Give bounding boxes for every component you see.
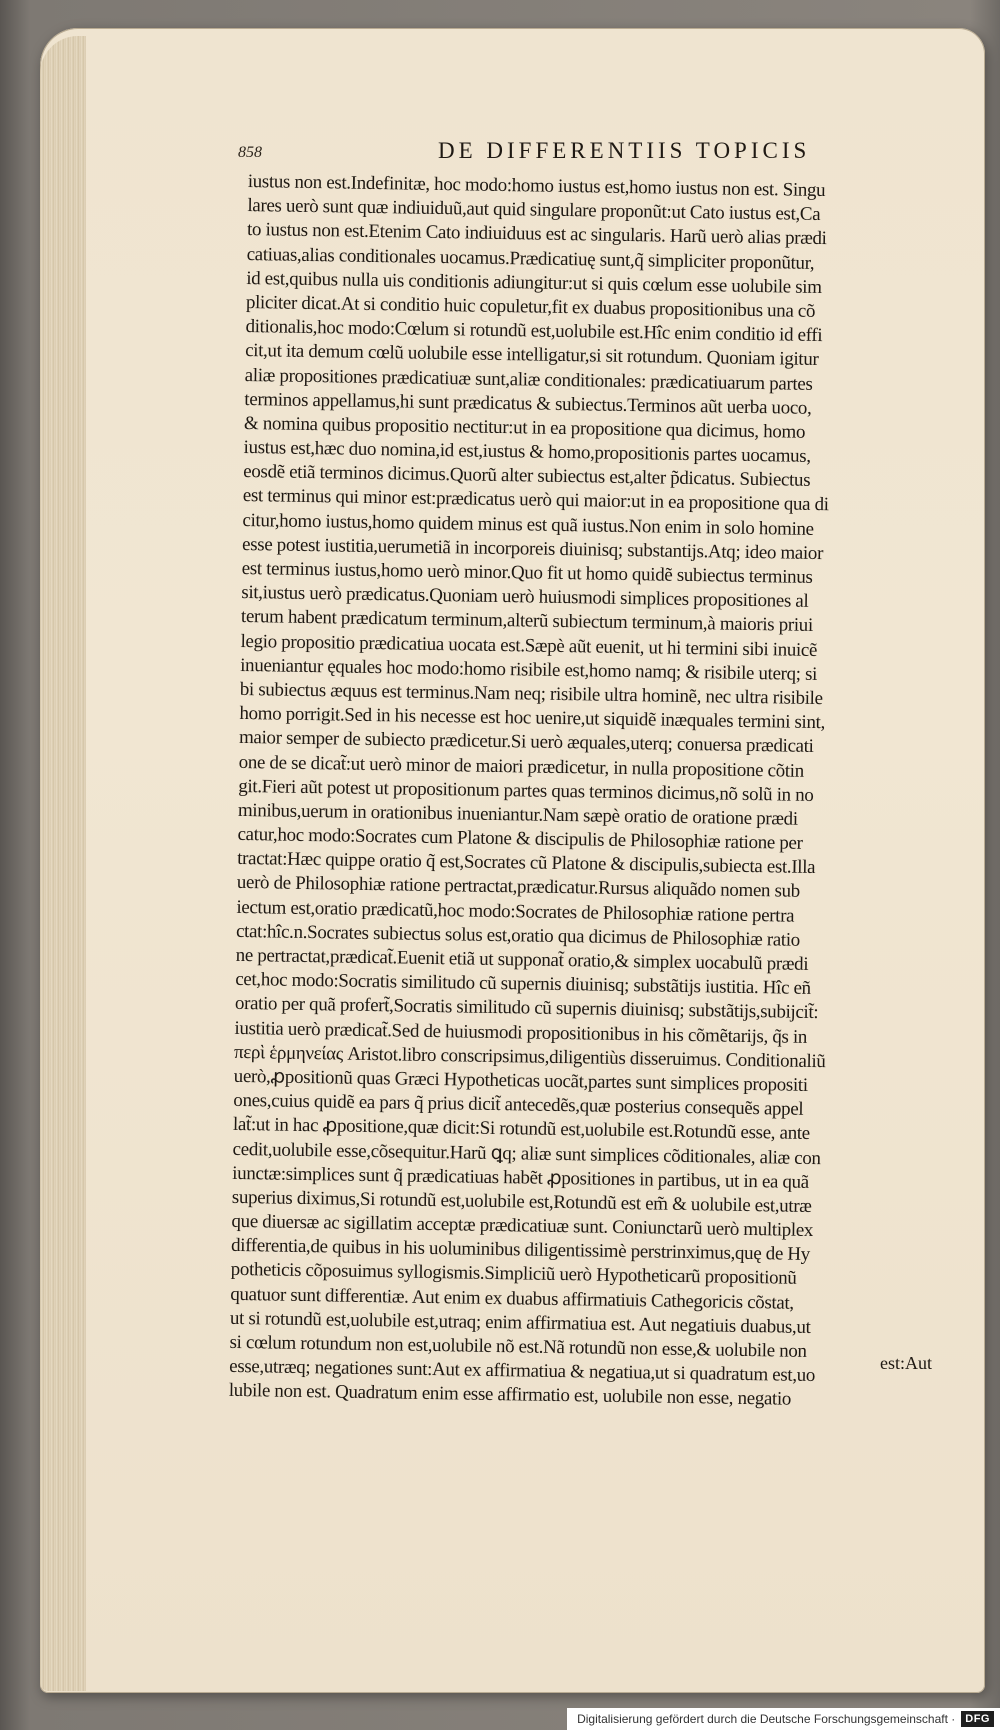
text-line: ones,cuius quidẽ ea pars q̃ prius dicit̃ antecedẽs,quæ posterius consequẽs appel xyxy=(233,1090,804,1120)
text-line: & nomina quibus propositio nectitur:ut in ea propositione qua dicimus, homo xyxy=(243,412,806,443)
page-number: 858 xyxy=(238,144,262,161)
text-line: περὶ ἑρμηνείας Aristot.libro conscripsimus,diligentiùs disseruimus. Conditionaliũ xyxy=(233,1041,826,1072)
text-line: iunctæ:simplices sunt q̃ prædicatiuas habẽt ꝓpositiones in partibus, ut in ea quã xyxy=(232,1162,810,1193)
text-line: lares uerò sunt quæ indiuiduũ,aut quid singulare proponũt:ut Cato iustus est,Ca xyxy=(247,195,821,226)
page-header xyxy=(238,138,938,164)
text-line: catiuas,alias conditionales uocamus.Prædicatiuę sunt,q̃ simpliciter proponũtur, xyxy=(246,243,815,274)
text-line: esse,utræq; negationes sunt:Aut ex affirmatiua & negatiua,ut si quadratum est,uo xyxy=(229,1356,816,1387)
text-line: uerò de Philosophiæ ratione pertractat,prædicatur.Rursus aliquãdo nomen sub xyxy=(236,872,801,903)
text-line: one de se dicat̃:ut uerò minor de maiori prædicetur, in nulla propositione cõtin xyxy=(238,751,804,782)
running-title: DE DIFFERENTIIS TOPICIS xyxy=(438,138,811,163)
text-line: id est,quibus nulla uis conditionis adiungitur:ut si quis cœlum esse uolubile sim xyxy=(246,267,822,298)
text-line: git.Fieri aũt potest ut propositionum partes quas terminos dicimus,nõ solũ in no xyxy=(238,775,814,806)
text-line: iustitia uerò prædicat̃.Sed de huiusmodi propositionibus in his cõmẽtarijs, q̃s in xyxy=(234,1017,808,1048)
funding-notice: Digitalisierung gefördert durch die Deutsche Forschungsgemeinschaft · xyxy=(577,1712,956,1726)
text-line: cit,ut ita demum cœlũ uolubile esse intelligatur,si sit rotundum. Quoniam igitur xyxy=(244,340,819,371)
text-line: uerò,ꝓpositionũ quas Græci Hypotheticas uocãt,partes sunt simplices propositi xyxy=(233,1065,808,1096)
text-line: terum habent prædicatum terminum,alterũ subiectum terminum,à maioris priui xyxy=(240,606,814,637)
text-line: ut si rotundũ est,uolubile est,utraq; enim affirmatiua est. Aut negatiuis duabus,ut xyxy=(229,1307,811,1338)
text-line: legio propositio prædicatiua uocata est.Sæpè aũt euenit, ut hi termini sibi inuicẽ xyxy=(240,630,818,661)
text-line: ctat:hîc.n.Socrates subiectus solus est,oratio qua dicimus de Philosophiæ ratio xyxy=(235,920,801,951)
text-line: to iustus non est.Etenim Cato indiuiduus est ac singularis. Harũ uerò alias prædi xyxy=(246,219,827,250)
text-line: tractat:Hæc quippe oratio q̃ est,Socrates cũ Platone & discipulis,subiecta est.Illa xyxy=(237,848,816,879)
text-line: terminos appellamus,hi sunt prædicatus & subiectus.Terminos aũt uerba uoco, xyxy=(244,388,812,419)
text-line: quatuor sunt differentiæ. Aut enim ex duabus affirmatiuis Cathegoricis cõstat, xyxy=(230,1283,794,1314)
text-line: superius diximus,Si rotundũ est,uolubile est,Rotundũ est em̃ & uolubile est,utræ xyxy=(231,1186,812,1217)
text-line: bi subiectus æquus est terminus.Nam neq; risibile ultra hominẽ, nec ultra risibile xyxy=(239,678,823,710)
text-line: esse potest iustitia,uerumetiã in incorporeis diuinisq; substantijs.Atq; ideo maior xyxy=(241,533,824,564)
text-line: est terminus iustus,homo uerò minor.Quo fit ut homo quidẽ subiectus terminus xyxy=(241,557,813,588)
body-text xyxy=(229,170,928,1414)
text-line: iustus non est.Indefinitæ, hoc modo:homo iustus est,homo iustus non est. Singu xyxy=(247,170,826,202)
text-line: lat̃:ut in hac ꝓpositione,quæ dicit:Si rotundũ est,uolubile est.Rotundũ esse, ante xyxy=(232,1114,810,1145)
text-line: aliæ propositiones prædicatiuæ sunt,aliæ conditionales: prædicatiuarum partes xyxy=(244,364,813,395)
text-line: cet,hoc modo:Socratis similitudo cũ supernis diuinisq; substãtijs iustitia. Hîc eñ xyxy=(235,969,811,1000)
page-fore-edge xyxy=(40,36,86,1691)
text-line: iectum est,oratio prædicatũ,hoc modo:Socrates de Philosophiæ ratione pertra xyxy=(236,896,795,927)
text-line: est terminus qui minor est:prædicatus uerò qui maior:ut in ea propositione qua di xyxy=(242,485,829,516)
text-line: que diuersæ ac sigillatim acceptæ prædicatiuæ sunt. Coniunctarũ uerò multiplex xyxy=(231,1210,814,1242)
text-line: si cœlum rotundum non est,uolubile nõ est.Nã rotundũ non esse,& uolubile non xyxy=(229,1331,807,1362)
text-line: lubile non est. Quadratum enim esse affirmatio est, uolubile non esse, negatio xyxy=(228,1380,792,1411)
text-line: iustus est,hæc duo nomina,id est,iustus & homo,propositionis partes uocamus, xyxy=(243,437,811,467)
text-line: ne pertractat,prædicat̃.Euenit etiã ut supponat̃ oratio,& simplex uocabulũ prædi xyxy=(235,944,809,975)
text-line: potheticis cõposuimus syllogismis.Simpliciũ uerò Hypotheticarũ propositionũ xyxy=(230,1259,797,1290)
text-line: eosdẽ etiã terminos dicimus.Quorũ alter subiectus est,alter p̃dicatus. Subiectus xyxy=(243,461,811,492)
text-line: citur,homo iustus,homo quidem minus est quã iustus.Non enim in solo homine xyxy=(242,509,814,540)
dfg-logo-icon: DFG xyxy=(961,1711,994,1727)
text-line: homo porrigit.Sed in his necesse est hoc uenire,ut siquidẽ inæquales termini sint, xyxy=(239,703,826,734)
text-line: maior semper de subiecto prædicetur.Si uerò æquales,uterq; conuersa prædicati xyxy=(238,727,814,758)
catchword: est:Aut xyxy=(880,1353,932,1373)
text-line: inueniantur ęquales hoc modo:homo risibile est,homo namq; & risibile uterq; si xyxy=(240,654,818,685)
text-line: cedit,uolubile esse,cõsequitur.Harũ ꝗq; aliæ sunt simplices cõditionales, aliæ con xyxy=(232,1138,821,1169)
text-line: oratio per quã profert̃,Socratis similitudo cũ supernis diuinisq; substãtijs,subijcit̃: xyxy=(234,993,819,1024)
text-line: minibus,uerum in orationibus inueniantur.Nam sæpè oratio de oratione prædi xyxy=(237,799,798,830)
text-line: differentia,de quibus in his uoluminibus diligentissimè perstrinximus,quę de Hy xyxy=(230,1235,811,1266)
text-line: sit,iustus uerò prædicatus.Quoniam uerò huiusmodi simplices propositiones al xyxy=(241,582,809,613)
digitization-footer xyxy=(567,1708,1000,1730)
text-line: pliciter dicat.At si conditio huic copuletur,fit ex duabus propositionibus una cõ xyxy=(245,291,816,322)
text-line: ditionalis,hoc modo:Cœlum si rotundũ est,uolubile est.Hîc enim conditio id effi xyxy=(245,316,823,347)
text-line: catur,hoc modo:Socrates cum Platone & discipulis de Philosophiæ ratione per xyxy=(237,823,803,854)
